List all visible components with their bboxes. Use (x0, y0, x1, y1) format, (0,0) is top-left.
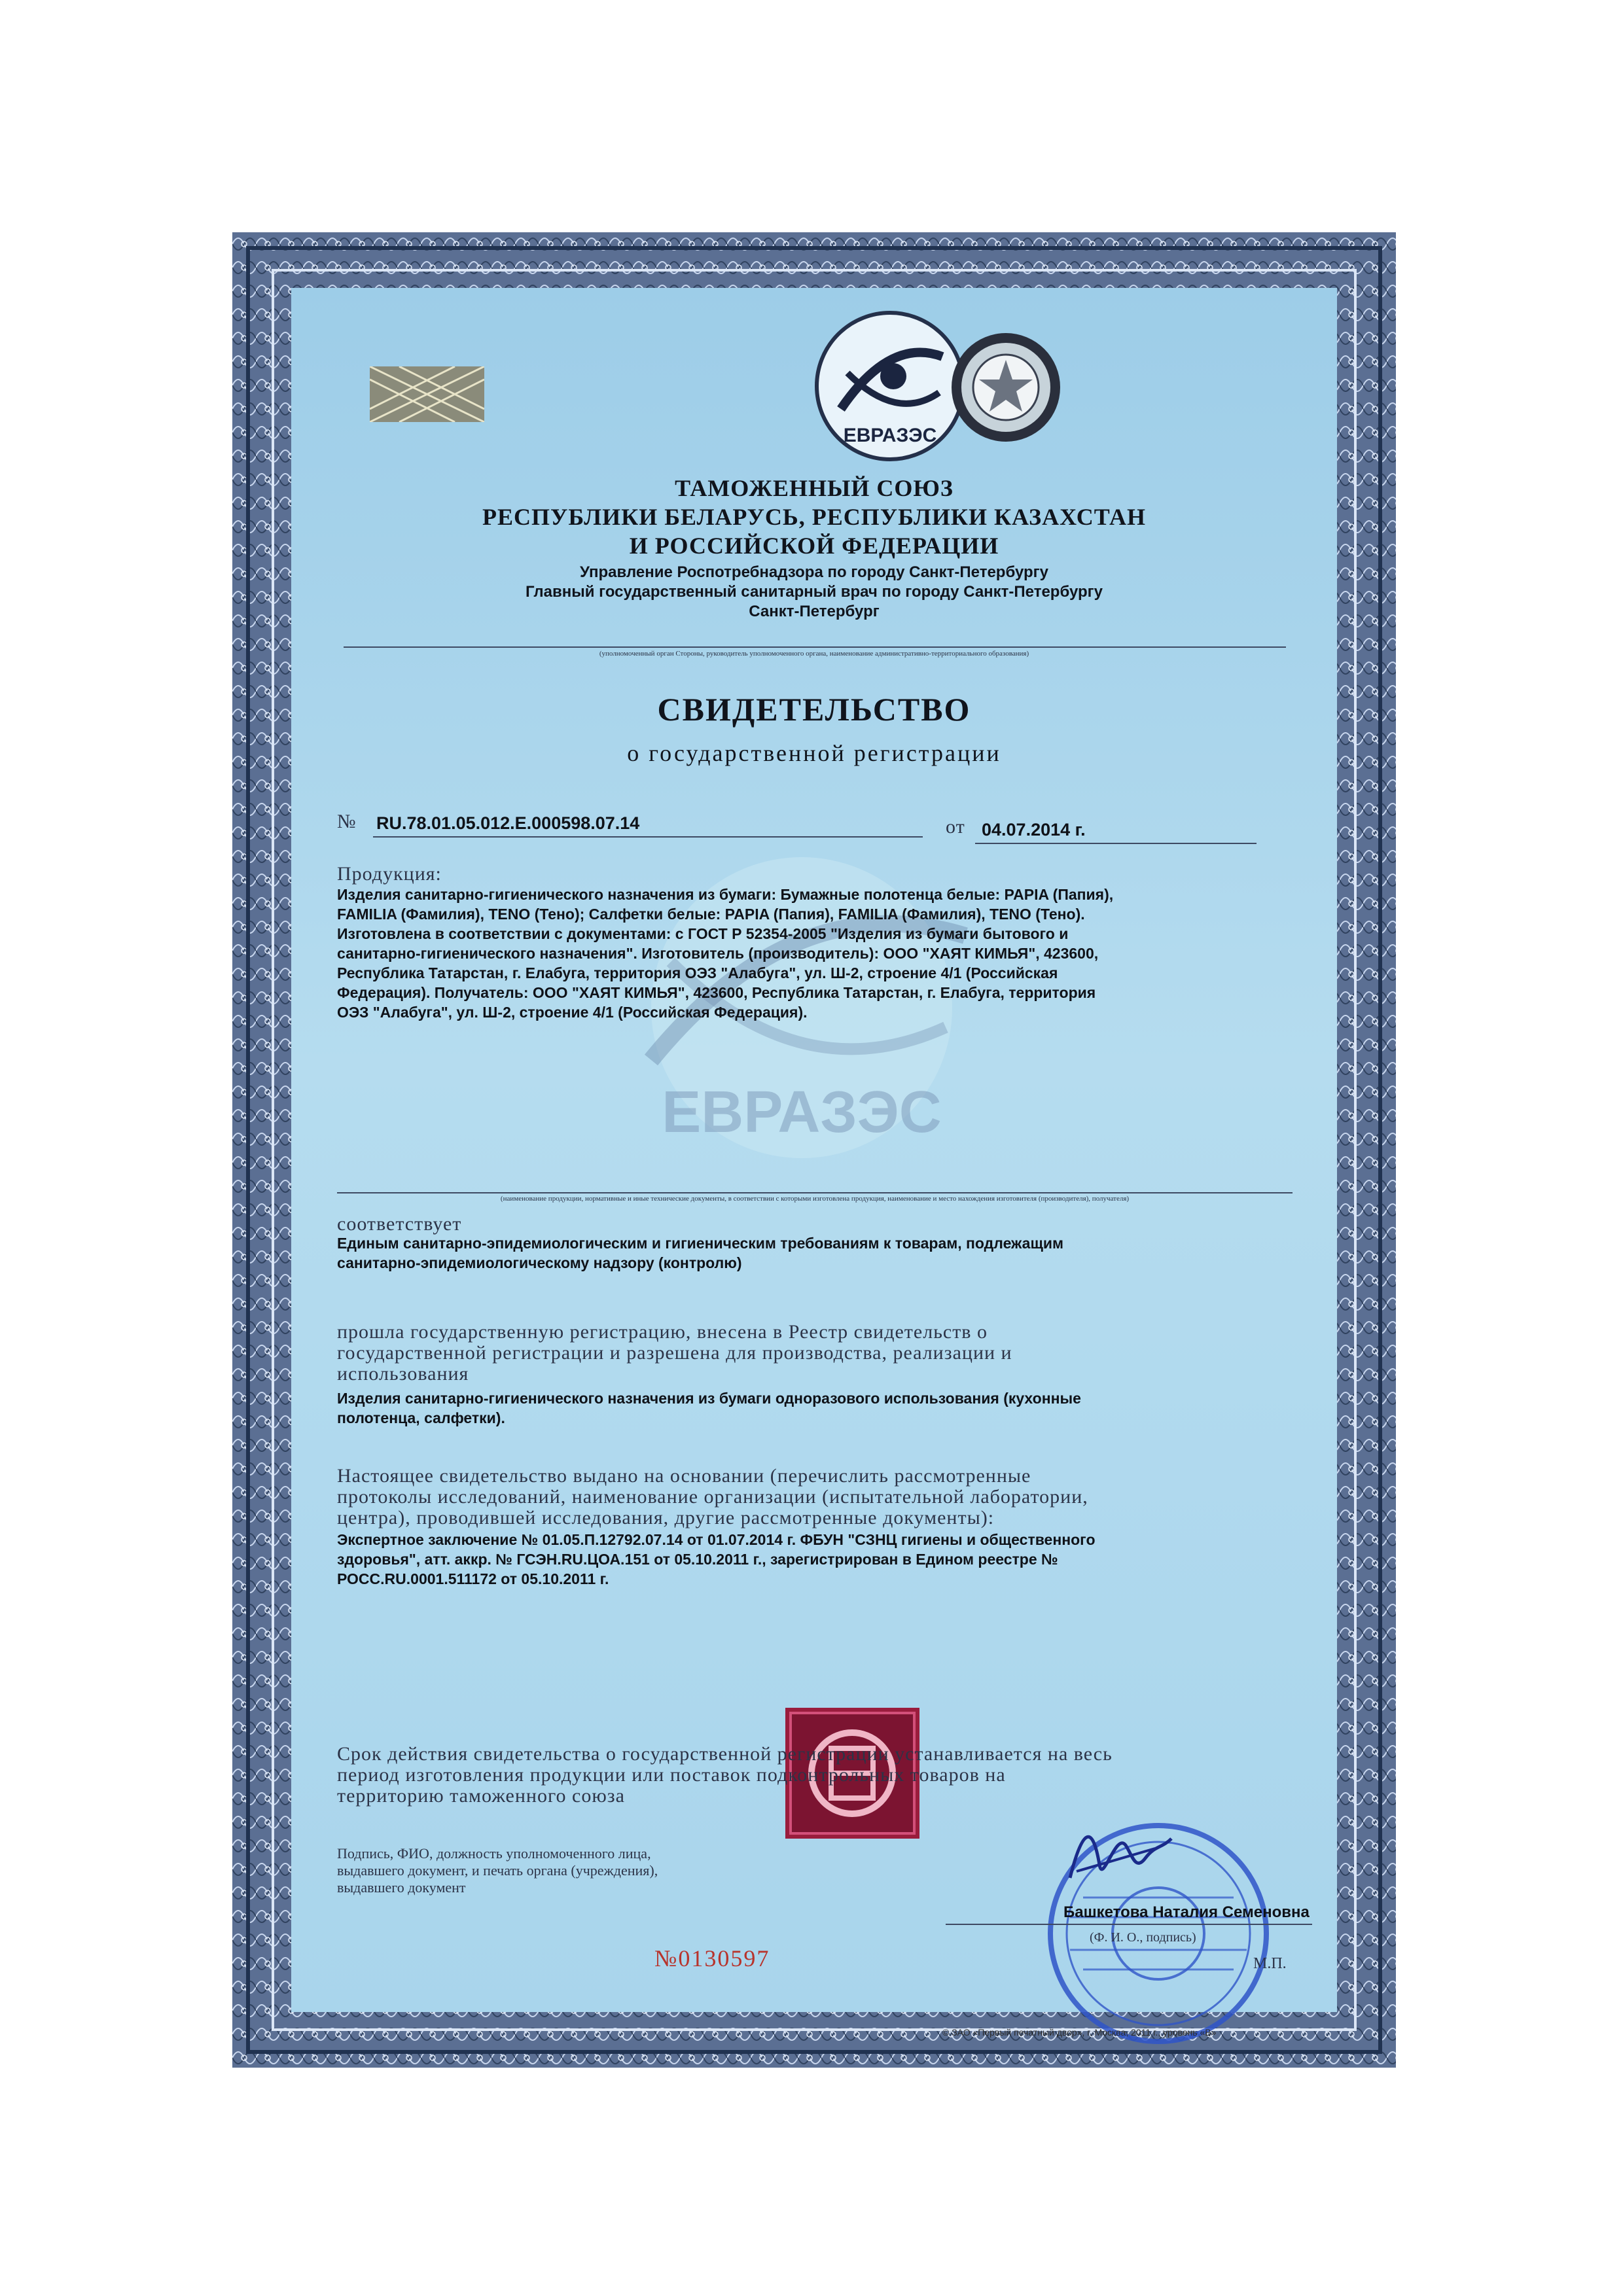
basis-document-line: Экспертное заключение № 01.05.П.12792.07.14 от 01.07.2014 г. ФБУН "СЗНЦ гигиены и общественного (337, 1531, 1096, 1548)
number-rule (373, 836, 923, 838)
validity-line: территорию таможенного союза (337, 1785, 625, 1807)
header-line-3: И РОССИЙСКОЙ ФЕДЕРАЦИИ (629, 533, 999, 559)
header-line-1: ТАМОЖЕННЫЙ СОЮЗ (675, 475, 954, 501)
number-label: № (337, 811, 357, 832)
product-line: Изделия санитарно-гигиенического назначения из бумаги: Бумажные полотенца белые: PAPIA (Папия), (337, 886, 1114, 903)
emblem-text: ЕВРАЗЭС (843, 425, 937, 446)
conformity-label: соответствует (337, 1213, 462, 1235)
customs-union-seal-icon (949, 330, 1063, 445)
signer-name: Башкетова Наталия Семеновна (1063, 1903, 1310, 1921)
product-description (337, 885, 1293, 1022)
signature-caption-line: выдавшего документ (337, 1879, 466, 1896)
product-rule (337, 1192, 1293, 1193)
authority-line-2: Главный государственный санитарный врач по городу Санкт-Петербургу (525, 583, 1103, 601)
authority-line-3: Санкт-Петербург (749, 603, 880, 620)
validity-line: Срок действия свидетельства о государственной регистрации устанавливается на весь (337, 1743, 1113, 1765)
signature-caption-line: выдавшего документ, и печать органа (учреждения), (337, 1862, 658, 1879)
fio-caption: (Ф. И. О., подпись) (1090, 1930, 1196, 1945)
form-number: №0130597 (654, 1945, 770, 1971)
conformity-text (337, 1233, 1293, 1273)
validity-line: период изготовления продукции или поставок подконтрольных товаров на (337, 1764, 1006, 1786)
registration-statement (337, 1322, 1299, 1385)
usage-line: Изделия санитарно-гигиенического назначения из бумаги одноразового использования (кухонные (337, 1390, 1081, 1407)
validity-statement (337, 1744, 1306, 1807)
basis-document-line: здоровья", атт. аккр. № ГСЭН.RU.ЦОА.151 от 05.10.2011 г., зарегистрирован в Едином реестре № (337, 1551, 1058, 1568)
registration-number: RU.78.01.05.012.Е.000598.07.14 (376, 813, 640, 833)
watermark-text: ЕВРАЗЭС (662, 1080, 942, 1145)
basis-documents (337, 1530, 1306, 1589)
signature-caption-line: Подпись, ФИО, должность уполномоченного лица, (337, 1845, 651, 1862)
statement-line: прошла государственную регистрацию, внесена в Реестр свидетельств о (337, 1321, 988, 1343)
signature-rule (946, 1924, 1312, 1925)
authority-line-1: Управление Роспотребнадзора по городу Санкт-Петербургу (580, 563, 1048, 581)
basis-statement (337, 1466, 1306, 1528)
statement-line: использования (337, 1363, 469, 1385)
signature-caption (337, 1845, 861, 1896)
usage-line: полотенца, салфетки). (337, 1409, 505, 1426)
stamp-place-label: М.П. (1253, 1955, 1287, 1972)
statement-line: государственной регистрации и разрешена для производства, реализации и (337, 1342, 1012, 1364)
product-line: Республика Татарстан, г. Елабуга, территория ОЭЗ "Алабуга", ул. Ш-2, строение 4/1 (Российская (337, 964, 1058, 981)
authority-caption: (уполномоченный орган Стороны, руководитель уполномоченного органа, наименование административно-территориального образования) (599, 650, 1029, 658)
usage-text (337, 1388, 1299, 1428)
certificate-field (291, 288, 1337, 2012)
printer-imprint: © ЗАО «Первый печатный двор», г. Москва, 2011 г., уровень «В» (942, 2027, 1217, 2038)
product-line: Изготовлена в соответствии с документами: с ГОСТ Р 52354-2005 "Изделия из бумаги бытового и (337, 925, 1069, 942)
product-caption: (наименование продукции, нормативные и иные технические документы, в соответствии с которыми изготовлена продукция, наименование и место нахождения изготовителя (производителя), получателя) (500, 1195, 1130, 1203)
authority-rule (344, 646, 1286, 648)
product-label: Продукция: (337, 863, 442, 885)
eurasec-emblem-icon (812, 311, 969, 461)
basis-document-line: РОСС.RU.0001.511172 от 05.10.2011 г. (337, 1570, 609, 1587)
product-line: ОЭЗ "Алабуга", ул. Ш-2, строение 4/1 (Российская Федерация). (337, 1004, 808, 1021)
certificate-title: СВИДЕТЕЛЬСТВО (657, 691, 971, 728)
basis-line: Настоящее свидетельство выдано на основании (перечислить рассмотренные (337, 1465, 1031, 1487)
handwritten-signature-icon (1063, 1819, 1175, 1898)
basis-line: центра), проводившей исследования, другие рассмотренные документы): (337, 1507, 995, 1528)
basis-line: протоколы исследований, наименование организации (испытательной лаборатории, (337, 1486, 1088, 1508)
header-line-2: РЕСПУБЛИКИ БЕЛАРУСЬ, РЕСПУБЛИКИ КАЗАХСТАН (482, 504, 1147, 530)
product-line: FAMILIA (Фамилия), TENO (Тено); Салфетки белые: PAPIA (Папия), FAMILIA (Фамилия), TENO (Тено). (337, 906, 1085, 923)
conformity-line: Единым санитарно-эпидемиологическим и гигиеническим требованиям к товарам, подлежащим (337, 1235, 1063, 1252)
date-rule (975, 843, 1257, 844)
registration-date: 04.07.2014 г. (982, 820, 1086, 839)
date-label: от (946, 816, 965, 838)
security-pattern-block (370, 366, 484, 422)
certificate-subtitle: о государственной регистрации (627, 740, 1001, 766)
product-line: санитарно-гигиенического назначения". Изготовитель (производитель): ООО "ХАЯТ КИМЬЯ", 423600, (337, 945, 1099, 962)
product-line: Федерация). Получатель: ООО "ХАЯТ КИМЬЯ", 423600, Республика Татарстан, г. Елабуга, территория (337, 984, 1096, 1001)
certificate-form (232, 232, 1396, 2068)
conformity-line: санитарно-эпидемиологическому надзору (контролю) (337, 1254, 742, 1271)
